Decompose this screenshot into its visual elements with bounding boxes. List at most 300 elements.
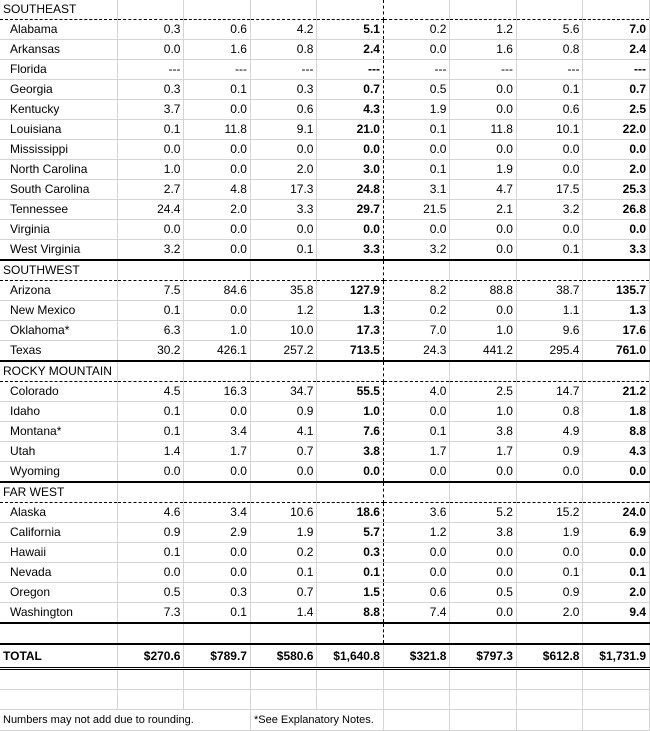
- value-cell: 1.0: [450, 402, 517, 422]
- value-cell: 1.3: [317, 301, 384, 321]
- value-cell: 0.6: [383, 583, 450, 603]
- empty-cell: [317, 482, 384, 503]
- value-cell: 24.3: [383, 341, 450, 362]
- value-cell: 0.0: [516, 220, 583, 240]
- empty-cell: [184, 0, 251, 20]
- value-cell: 2.5: [583, 100, 650, 120]
- value-cell: 6.9: [583, 523, 650, 543]
- value-cell: 0.0: [184, 301, 251, 321]
- value-cell: 17.3: [250, 180, 317, 200]
- value-cell: 30.2: [117, 341, 184, 362]
- value-cell: 0.1: [583, 563, 650, 583]
- region-name: FAR WEST: [0, 482, 117, 503]
- value-cell: ---: [317, 60, 384, 80]
- value-cell: 2.7: [117, 180, 184, 200]
- value-cell: 9.6: [516, 321, 583, 341]
- total-value: $270.6: [117, 644, 184, 669]
- total-value: $612.8: [516, 644, 583, 669]
- state-name: Alaska: [0, 503, 117, 523]
- empty-cell: [250, 669, 317, 690]
- state-name: California: [0, 523, 117, 543]
- value-cell: 29.7: [317, 200, 384, 220]
- value-cell: 24.4: [117, 200, 184, 220]
- empty-cell: [383, 710, 450, 731]
- value-cell: 0.0: [117, 563, 184, 583]
- table-row: [0, 140, 650, 160]
- value-cell: 0.0: [450, 240, 517, 261]
- empty-cell: [516, 690, 583, 710]
- value-cell: 0.0: [317, 462, 384, 483]
- empty-cell: [450, 361, 517, 382]
- region-header-row: [0, 361, 650, 382]
- value-cell: 1.0: [317, 402, 384, 422]
- value-cell: 1.9: [516, 523, 583, 543]
- value-cell: 14.7: [516, 382, 583, 402]
- value-cell: 0.9: [516, 583, 583, 603]
- state-name: Colorado: [0, 382, 117, 402]
- table-row: [0, 40, 650, 60]
- value-cell: 0.0: [383, 220, 450, 240]
- value-cell: 0.7: [317, 80, 384, 100]
- value-cell: 1.6: [184, 40, 251, 60]
- value-cell: 0.1: [117, 120, 184, 140]
- value-cell: 0.5: [383, 80, 450, 100]
- value-cell: 24.0: [583, 503, 650, 523]
- value-cell: 1.1: [516, 301, 583, 321]
- value-cell: 0.7: [583, 80, 650, 100]
- empty-cell: [0, 623, 117, 644]
- value-cell: 11.8: [450, 120, 517, 140]
- value-cell: 0.0: [450, 543, 517, 563]
- value-cell: 4.3: [583, 442, 650, 462]
- value-cell: 0.0: [117, 40, 184, 60]
- empty-cell: [117, 0, 184, 20]
- empty-cell: [583, 669, 650, 690]
- total-value: $1,640.8: [317, 644, 384, 669]
- value-cell: 0.3: [184, 583, 251, 603]
- value-cell: 295.4: [516, 341, 583, 362]
- empty-cell: [250, 623, 317, 644]
- value-cell: 0.1: [184, 80, 251, 100]
- state-name: Arizona: [0, 281, 117, 301]
- value-cell: 7.6: [317, 422, 384, 442]
- value-cell: 0.9: [516, 442, 583, 462]
- value-cell: 0.0: [184, 240, 251, 261]
- value-cell: 10.1: [516, 120, 583, 140]
- state-name: Mississippi: [0, 140, 117, 160]
- value-cell: 21.5: [383, 200, 450, 220]
- value-cell: 6.3: [117, 321, 184, 341]
- value-cell: 0.1: [516, 80, 583, 100]
- table-row: [0, 160, 650, 180]
- empty-cell: [516, 0, 583, 20]
- value-cell: 1.3: [583, 301, 650, 321]
- empty-cell: [184, 361, 251, 382]
- value-cell: 2.9: [184, 523, 251, 543]
- value-cell: 4.8: [184, 180, 251, 200]
- value-cell: 2.4: [583, 40, 650, 60]
- region-name: SOUTHWEST: [0, 260, 117, 281]
- empty-cell: [317, 260, 384, 281]
- value-cell: ---: [516, 60, 583, 80]
- value-cell: ---: [383, 60, 450, 80]
- table-row: [0, 523, 650, 543]
- value-cell: 17.5: [516, 180, 583, 200]
- value-cell: 0.3: [117, 20, 184, 40]
- table-row: [0, 583, 650, 603]
- state-name: Oregon: [0, 583, 117, 603]
- value-cell: 0.1: [117, 301, 184, 321]
- value-cell: 0.1: [250, 240, 317, 261]
- value-cell: 3.8: [317, 442, 384, 462]
- empty-cell: [583, 623, 650, 644]
- empty-cell: [583, 0, 650, 20]
- value-cell: 0.0: [383, 140, 450, 160]
- empty-cell: [317, 0, 384, 20]
- value-cell: 2.4: [317, 40, 384, 60]
- value-cell: 0.1: [117, 402, 184, 422]
- value-cell: 2.0: [583, 160, 650, 180]
- value-cell: 3.6: [383, 503, 450, 523]
- value-cell: 0.0: [516, 543, 583, 563]
- value-cell: 0.3: [250, 80, 317, 100]
- value-cell: 0.1: [516, 240, 583, 261]
- value-cell: 35.8: [250, 281, 317, 301]
- value-cell: 16.3: [184, 382, 251, 402]
- empty-cell: [516, 260, 583, 281]
- value-cell: 0.0: [383, 402, 450, 422]
- empty-cell: [383, 260, 450, 281]
- value-cell: 5.7: [317, 523, 384, 543]
- value-cell: 1.0: [450, 321, 517, 341]
- empty-cell: [383, 690, 450, 710]
- table-row: [0, 503, 650, 523]
- value-cell: 1.7: [450, 442, 517, 462]
- empty-cell: [184, 690, 251, 710]
- empty-cell: [450, 669, 517, 690]
- value-cell: 34.7: [250, 382, 317, 402]
- state-name: West Virginia: [0, 240, 117, 261]
- value-cell: 25.3: [583, 180, 650, 200]
- rounding-note: Numbers may not add due to rounding.: [0, 710, 250, 731]
- value-cell: 8.2: [383, 281, 450, 301]
- table-row: [0, 100, 650, 120]
- value-cell: 761.0: [583, 341, 650, 362]
- empty-cell: [516, 669, 583, 690]
- state-name: Kentucky: [0, 100, 117, 120]
- value-cell: 0.0: [184, 543, 251, 563]
- total-value: $797.3: [450, 644, 517, 669]
- value-cell: 0.6: [184, 20, 251, 40]
- blank-row: [0, 669, 650, 690]
- empty-cell: [516, 623, 583, 644]
- empty-cell: [450, 0, 517, 20]
- value-cell: 8.8: [583, 422, 650, 442]
- empty-cell: [583, 482, 650, 503]
- empty-cell: [250, 690, 317, 710]
- value-cell: 0.0: [383, 40, 450, 60]
- value-cell: 0.0: [250, 220, 317, 240]
- value-cell: 3.8: [450, 422, 517, 442]
- value-cell: 0.2: [383, 301, 450, 321]
- value-cell: 1.9: [383, 100, 450, 120]
- value-cell: 38.7: [516, 281, 583, 301]
- state-name: Washington: [0, 603, 117, 624]
- value-cell: 0.0: [117, 140, 184, 160]
- value-cell: 3.3: [250, 200, 317, 220]
- value-cell: 0.2: [250, 543, 317, 563]
- empty-cell: [117, 482, 184, 503]
- state-name: Utah: [0, 442, 117, 462]
- value-cell: 2.0: [516, 603, 583, 624]
- value-cell: 5.1: [317, 20, 384, 40]
- value-cell: 7.3: [117, 603, 184, 624]
- table-row: [0, 240, 650, 261]
- value-cell: 0.0: [583, 220, 650, 240]
- empty-cell: [583, 690, 650, 710]
- empty-cell: [450, 260, 517, 281]
- value-cell: 4.3: [317, 100, 384, 120]
- value-cell: 1.2: [450, 20, 517, 40]
- total-label: TOTAL: [0, 644, 117, 669]
- value-cell: 0.5: [117, 583, 184, 603]
- value-cell: 3.2: [117, 240, 184, 261]
- value-cell: 4.2: [250, 20, 317, 40]
- value-cell: 1.6: [450, 40, 517, 60]
- empty-cell: [117, 260, 184, 281]
- value-cell: 2.5: [450, 382, 517, 402]
- value-cell: 441.2: [450, 341, 517, 362]
- empty-cell: [450, 690, 517, 710]
- table-row: [0, 281, 650, 301]
- state-name: Arkansas: [0, 40, 117, 60]
- value-cell: 0.0: [450, 80, 517, 100]
- value-cell: 84.6: [184, 281, 251, 301]
- value-cell: 0.0: [184, 220, 251, 240]
- value-cell: 1.7: [383, 442, 450, 462]
- value-cell: 0.8: [516, 40, 583, 60]
- region-header-row: [0, 260, 650, 281]
- value-cell: 257.2: [250, 341, 317, 362]
- value-cell: 0.0: [583, 140, 650, 160]
- value-cell: 713.5: [317, 341, 384, 362]
- value-cell: 4.5: [117, 382, 184, 402]
- value-cell: 0.0: [583, 543, 650, 563]
- value-cell: 0.0: [583, 462, 650, 483]
- total-value: $580.6: [250, 644, 317, 669]
- value-cell: 0.0: [184, 563, 251, 583]
- region-name: SOUTHEAST: [0, 0, 117, 20]
- empty-cell: [583, 361, 650, 382]
- value-cell: 1.4: [117, 442, 184, 462]
- value-cell: 0.0: [184, 100, 251, 120]
- empty-cell: [317, 690, 384, 710]
- table-row: [0, 402, 650, 422]
- value-cell: 1.5: [317, 583, 384, 603]
- value-cell: 0.1: [516, 563, 583, 583]
- value-cell: 0.1: [317, 563, 384, 583]
- empty-cell: [184, 669, 251, 690]
- empty-cell: [184, 260, 251, 281]
- empty-cell: [250, 361, 317, 382]
- value-cell: 11.8: [184, 120, 251, 140]
- total-row: [0, 644, 650, 669]
- value-cell: 55.5: [317, 382, 384, 402]
- value-cell: 426.1: [184, 341, 251, 362]
- value-cell: 4.7: [450, 180, 517, 200]
- value-cell: 3.0: [317, 160, 384, 180]
- value-cell: 3.2: [516, 200, 583, 220]
- value-cell: 0.0: [450, 140, 517, 160]
- value-cell: 4.9: [516, 422, 583, 442]
- value-cell: 0.0: [450, 301, 517, 321]
- value-cell: 4.0: [383, 382, 450, 402]
- value-cell: 0.2: [383, 20, 450, 40]
- value-cell: 4.6: [117, 503, 184, 523]
- value-cell: 0.0: [184, 160, 251, 180]
- empty-cell: [117, 669, 184, 690]
- state-name: New Mexico: [0, 301, 117, 321]
- value-cell: ---: [450, 60, 517, 80]
- state-name: Tennessee: [0, 200, 117, 220]
- value-cell: 2.1: [450, 200, 517, 220]
- state-name: Alabama: [0, 20, 117, 40]
- value-cell: 2.0: [184, 200, 251, 220]
- explanatory-note: *See Explanatory Notes.: [250, 710, 383, 731]
- value-cell: ---: [583, 60, 650, 80]
- empty-cell: [117, 690, 184, 710]
- empty-cell: [117, 361, 184, 382]
- value-cell: 26.8: [583, 200, 650, 220]
- value-cell: 1.9: [450, 160, 517, 180]
- table-row: [0, 603, 650, 624]
- state-name: Montana*: [0, 422, 117, 442]
- empty-cell: [516, 710, 583, 731]
- empty-cell: [383, 669, 450, 690]
- empty-cell: [117, 623, 184, 644]
- value-cell: 22.0: [583, 120, 650, 140]
- spacer-row: [0, 623, 650, 644]
- empty-cell: [317, 669, 384, 690]
- empty-cell: [184, 623, 251, 644]
- value-cell: 0.0: [383, 543, 450, 563]
- value-cell: 1.0: [117, 160, 184, 180]
- value-cell: 1.2: [250, 301, 317, 321]
- state-name: Idaho: [0, 402, 117, 422]
- value-cell: 21.2: [583, 382, 650, 402]
- table-row: [0, 321, 650, 341]
- value-cell: 0.0: [184, 462, 251, 483]
- state-name: Georgia: [0, 80, 117, 100]
- value-cell: 0.0: [450, 100, 517, 120]
- total-value: $321.8: [383, 644, 450, 669]
- value-cell: 0.7: [250, 442, 317, 462]
- value-cell: 0.1: [184, 603, 251, 624]
- empty-cell: [583, 260, 650, 281]
- value-cell: 3.4: [184, 422, 251, 442]
- value-cell: 7.4: [383, 603, 450, 624]
- empty-cell: [383, 361, 450, 382]
- empty-cell: [0, 669, 117, 690]
- value-cell: 7.0: [583, 20, 650, 40]
- value-cell: 0.0: [250, 462, 317, 483]
- state-name: Texas: [0, 341, 117, 362]
- total-value: $789.7: [184, 644, 251, 669]
- table-row: [0, 382, 650, 402]
- table-row: [0, 180, 650, 200]
- value-cell: ---: [250, 60, 317, 80]
- table-row: [0, 543, 650, 563]
- value-cell: 0.6: [516, 100, 583, 120]
- table-row: [0, 120, 650, 140]
- state-name: Louisiana: [0, 120, 117, 140]
- value-cell: 0.8: [250, 40, 317, 60]
- empty-cell: [250, 260, 317, 281]
- value-cell: 2.0: [583, 583, 650, 603]
- state-name: Wyoming: [0, 462, 117, 483]
- empty-cell: [317, 361, 384, 382]
- value-cell: 1.4: [250, 603, 317, 624]
- value-cell: 3.7: [117, 100, 184, 120]
- value-cell: 0.1: [383, 120, 450, 140]
- state-name: Oklahoma*: [0, 321, 117, 341]
- region-name: ROCKY MOUNTAIN: [0, 361, 117, 382]
- value-cell: 9.4: [583, 603, 650, 624]
- value-cell: 0.0: [117, 462, 184, 483]
- value-cell: 0.0: [317, 220, 384, 240]
- value-cell: 4.1: [250, 422, 317, 442]
- value-cell: 17.3: [317, 321, 384, 341]
- value-cell: 10.0: [250, 321, 317, 341]
- empty-cell: [383, 623, 450, 644]
- value-cell: 0.0: [516, 462, 583, 483]
- value-cell: ---: [117, 60, 184, 80]
- value-cell: 0.0: [450, 563, 517, 583]
- value-cell: 0.8: [516, 402, 583, 422]
- empty-cell: [317, 623, 384, 644]
- value-cell: 0.3: [317, 543, 384, 563]
- value-cell: 24.8: [317, 180, 384, 200]
- value-cell: 0.0: [450, 220, 517, 240]
- value-cell: 135.7: [583, 281, 650, 301]
- table-row: [0, 220, 650, 240]
- empty-cell: [383, 482, 450, 503]
- value-cell: 1.0: [184, 321, 251, 341]
- value-cell: 0.0: [117, 220, 184, 240]
- table-row: [0, 442, 650, 462]
- value-cell: 0.6: [250, 100, 317, 120]
- value-cell: 0.0: [184, 140, 251, 160]
- value-cell: 0.7: [250, 583, 317, 603]
- value-cell: 0.9: [250, 402, 317, 422]
- state-name: South Carolina: [0, 180, 117, 200]
- value-cell: 0.0: [317, 140, 384, 160]
- value-cell: 1.9: [250, 523, 317, 543]
- value-cell: 0.0: [383, 462, 450, 483]
- value-cell: 1.8: [583, 402, 650, 422]
- value-cell: 5.6: [516, 20, 583, 40]
- value-cell: 0.0: [184, 402, 251, 422]
- table-row: [0, 301, 650, 321]
- state-name: Virginia: [0, 220, 117, 240]
- value-cell: ---: [184, 60, 251, 80]
- table-row: [0, 20, 650, 40]
- table-row: [0, 80, 650, 100]
- value-cell: 0.1: [383, 422, 450, 442]
- value-cell: 3.2: [383, 240, 450, 261]
- empty-cell: [516, 482, 583, 503]
- table-row: [0, 563, 650, 583]
